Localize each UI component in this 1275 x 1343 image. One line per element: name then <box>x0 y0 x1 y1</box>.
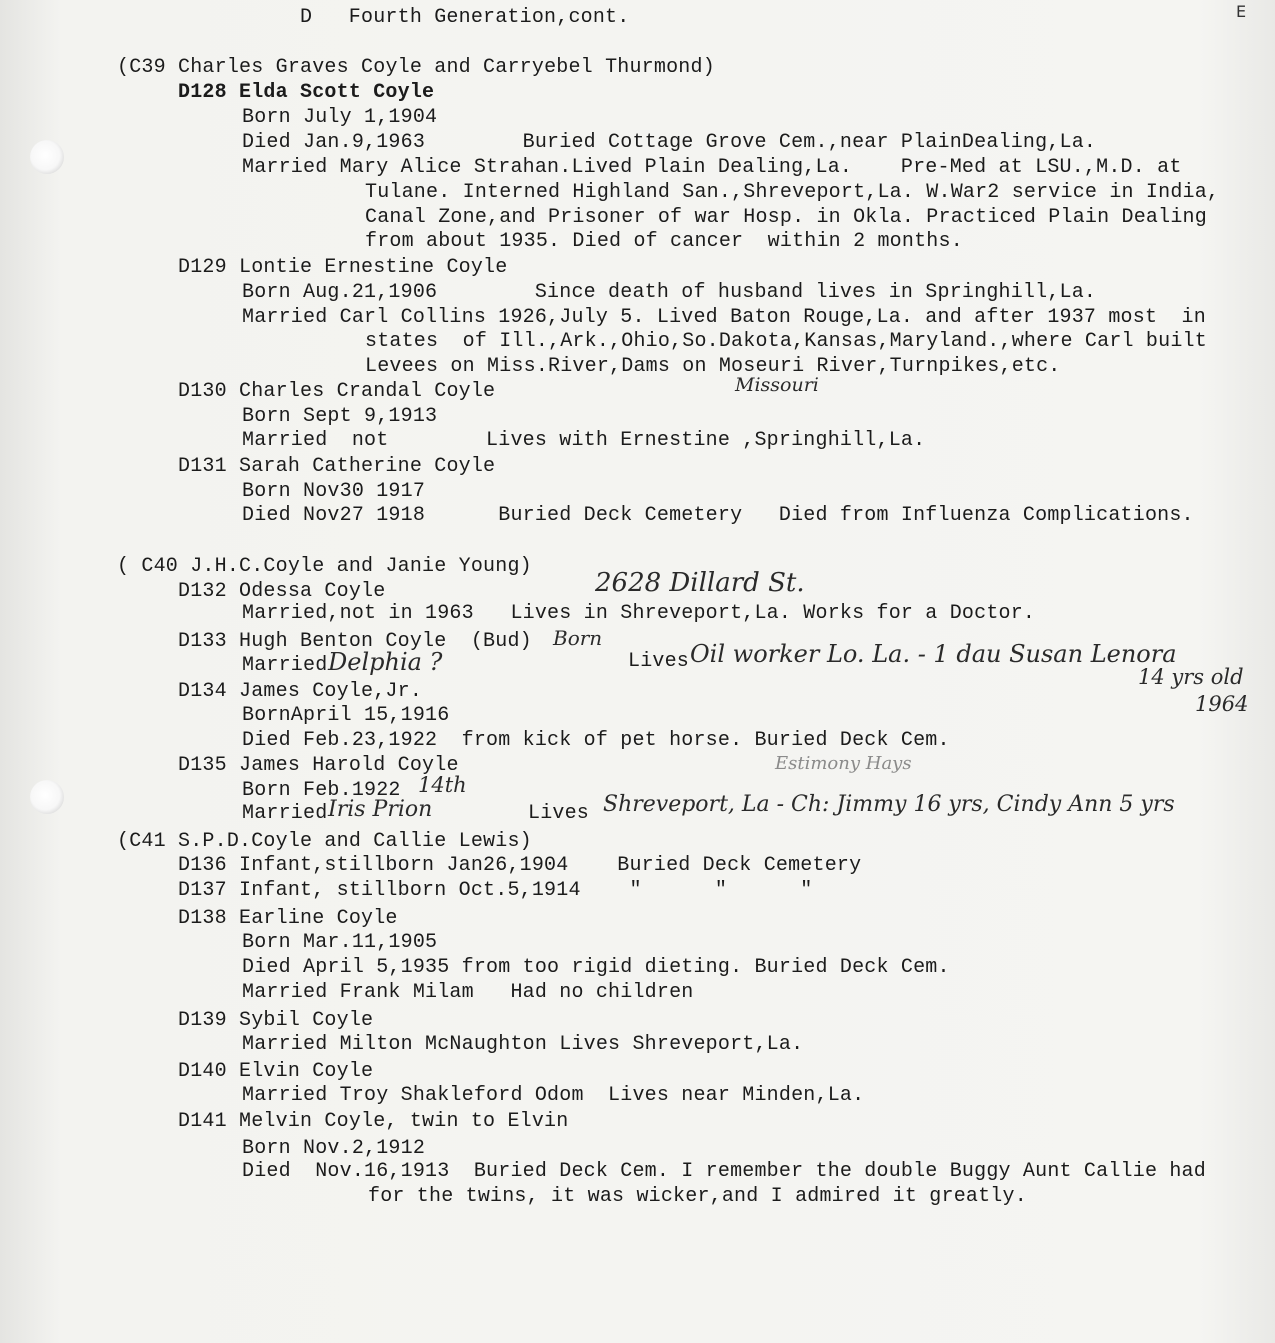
corner-mark: E <box>1236 2 1247 21</box>
entry-line: Born July 1,1904 <box>242 106 438 129</box>
entry-line: Lives <box>628 650 690 673</box>
handwritten-delphia: Delphia ? <box>328 648 443 676</box>
entry-line: Born Nov.2,1912 <box>242 1137 426 1160</box>
entry-d128-name: D128 Elda Scott Coyle <box>178 81 435 104</box>
punch-hole-bottom <box>30 780 64 814</box>
entry-d133-name: D133 Hugh Benton Coyle (Bud) <box>178 630 532 653</box>
entry-line: Born Aug.21,1906 Since death of husband lives in Springhill,La. <box>242 281 1097 304</box>
entry-line: Canal Zone,and Prisoner of war Hosp. in Okla. Practiced Plain Dealing <box>365 206 1207 229</box>
entry-line: Born Nov30 1917 <box>242 480 426 503</box>
handwritten-address: 2628 Dillard St. <box>595 568 805 598</box>
handwritten-missouri: Missouri <box>735 374 819 396</box>
entry-line: Born Mar.11,1905 <box>242 931 438 954</box>
entry-line: Married Troy Shakleford Odom Lives near Minden,La. <box>242 1084 865 1107</box>
handwritten-age: 14 yrs old <box>1138 665 1244 689</box>
entry-d132-name: D132 Odessa Coyle <box>178 580 386 603</box>
entry-d136-name: D136 Infant,stillborn Jan26,1904 Buried Deck Cemetery <box>178 854 862 877</box>
entry-line: states of Ill.,Ark.,Ohio,So.Dakota,Kansas,Maryland.,where Carl built <box>365 330 1207 353</box>
entry-d137-name: D137 Infant, stillborn Oct.5,1914 " " " <box>178 879 813 902</box>
entry-d138-name: D138 Earline Coyle <box>178 907 398 930</box>
entry-d135-name: D135 James Harold Coyle <box>178 754 459 777</box>
punch-hole-top <box>30 140 64 174</box>
page-heading: D Fourth Generation,cont. <box>300 6 630 29</box>
entry-line: Married <box>242 654 328 677</box>
entry-d139-name: D139 Sybil Coyle <box>178 1009 374 1032</box>
entry-line: BornApril 15,1916 <box>242 704 450 727</box>
family-heading-c41: (C41 S.P.D.Coyle and Callie Lewis) <box>117 830 532 853</box>
entry-d134-name: D134 James Coyle,Jr. <box>178 680 423 703</box>
handwritten-year: 1964 <box>1195 692 1249 716</box>
entry-d130-name: D130 Charles Crandal Coyle <box>178 380 496 403</box>
entry-d140-name: D140 Elvin Coyle <box>178 1060 374 1083</box>
entry-line: Died April 5,1935 from too rigid dieting. Buried Deck Cem. <box>242 956 950 979</box>
entry-line: Married,not in 1963 Lives in Shreveport,La. Works for a Doctor. <box>242 602 1036 625</box>
entry-line: Married Milton McNaughton Lives Shreveport,La. <box>242 1033 804 1056</box>
entry-line: for the twins, it was wicker,and I admired it greatly. <box>368 1185 1027 1208</box>
handwritten-born: Born <box>553 626 603 650</box>
handwritten-oilworker: Oil worker Lo. La. - 1 dau Susan Lenora <box>690 640 1177 668</box>
entry-line: from about 1935. Died of cancer within 2 months. <box>365 230 963 253</box>
entry-line: Died Nov27 1918 Buried Deck Cemetery Died from Influenza Complications. <box>242 504 1194 527</box>
entry-line: Married Frank Milam Had no children <box>242 981 694 1004</box>
entry-d129-name: D129 Lontie Ernestine Coyle <box>178 256 508 279</box>
handwritten-iris-prion: Iris Prion <box>328 797 433 822</box>
family-heading-c40: ( C40 J.H.C.Coyle and Janie Young) <box>117 555 532 578</box>
entry-line: Died Jan.9,1963 Buried Cottage Grove Cem.,near PlainDealing,La. <box>242 131 1097 154</box>
family-heading-c39: (C39 Charles Graves Coyle and Carryebel Thurmond) <box>117 56 715 79</box>
entry-line: Died Feb.23,1922 from kick of pet horse. Buried Deck Cem. <box>242 729 950 752</box>
entry-line: Married Carl Collins 1926,July 5. Lived Baton Rouge,La. and after 1937 most in <box>242 306 1206 329</box>
entry-d141-name: D141 Melvin Coyle, twin to Elvin <box>178 1110 569 1133</box>
handwritten-faint-note: Estimony Hays <box>775 753 912 774</box>
entry-line: Died Nov.16,1913 Buried Deck Cem. I remember the double Buggy Aunt Callie had <box>242 1160 1206 1183</box>
entry-line: Born Sept 9,1913 <box>242 405 438 428</box>
entry-line: Married Mary Alice Strahan.Lived Plain Dealing,La. Pre-Med at LSU.,M.D. at <box>242 156 1182 179</box>
entry-line: Levees on Miss.River,Dams on Moseuri River,Turnpikes,etc. <box>365 355 1061 378</box>
entry-line: Married <box>242 802 328 825</box>
handwritten-14th: 14th <box>418 773 467 797</box>
entry-line: Tulane. Interned Highland San.,Shreveport,La. W.War2 service in India, <box>365 181 1220 204</box>
entry-line: Lives <box>528 802 590 825</box>
handwritten-children: Shreveport, La - Ch: Jimmy 16 yrs, Cindy Ann 5 yrs <box>603 792 1175 817</box>
entry-line: Married not Lives with Ernestine ,Springhill,La. <box>242 429 926 452</box>
entry-line: Born Feb.1922 <box>242 779 401 802</box>
entry-d131-name: D131 Sarah Catherine Coyle <box>178 455 496 478</box>
